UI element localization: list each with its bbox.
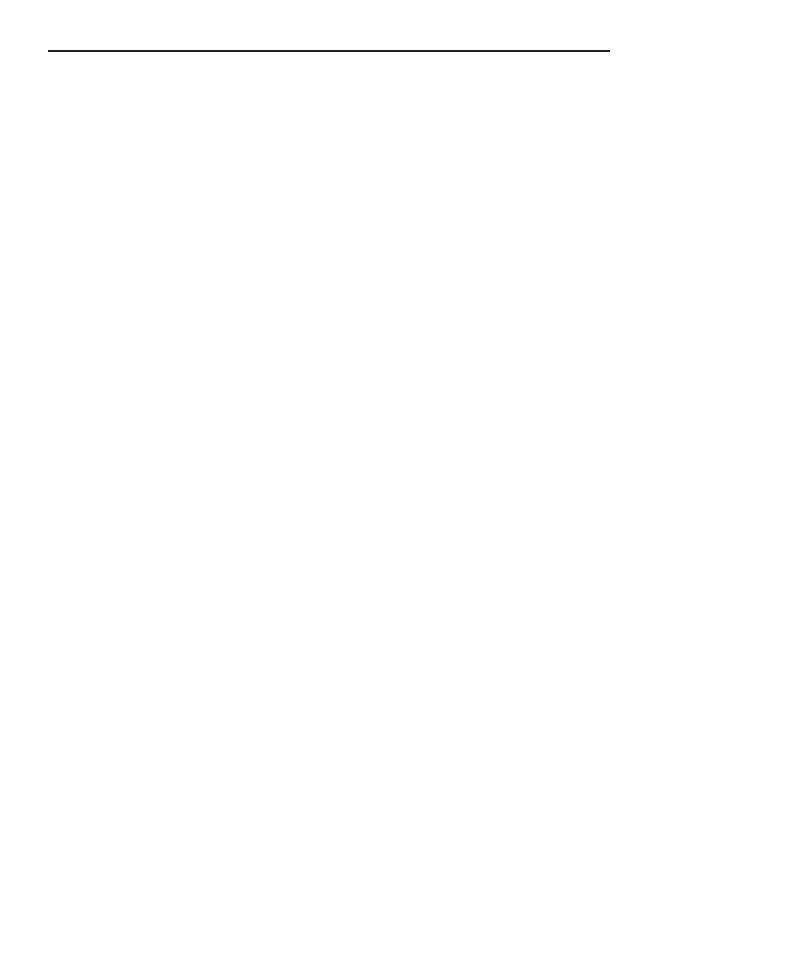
section-3-6-heading (48, 586, 62, 601)
header-rule (48, 50, 610, 52)
section-3-5-2-heading (48, 172, 62, 187)
